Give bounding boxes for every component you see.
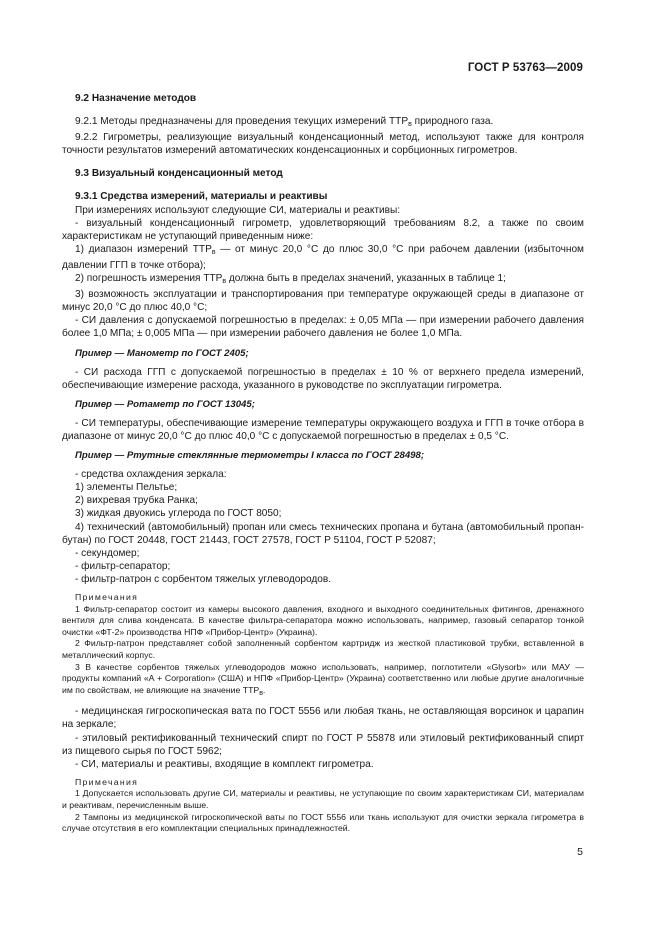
list-item-hygrometer: - визуальный конденсационный гигрометр, удовлетворяющий требованиям 8.2, а также по своим характеристикам не уступающий приведенным ниже: <box>62 217 584 242</box>
notes-block-2 <box>62 777 584 835</box>
example-manometer: Пример — Манометр по ГОСТ 2405; <box>75 347 249 359</box>
list-item-flow: - СИ расхода ГГП с допускаемой погрешностью в пределах ± 10 % от верхнего предела измерений, обеспечивающие измерение расхода, указанного в руководстве по эксплуатации гигрометра. <box>62 366 584 391</box>
section-9-3-1-title: 9.3.1 Средства измерений, материалы и реактивы <box>75 191 328 203</box>
paragraph-9-2-1: 9.2.1 Методы предназначены для проведения текущих измерений $ТТР_в$ природного газа. <box>75 116 494 129</box>
example-thermometer: Пример — Ртутные стеклянные термометры I класса по ГОСТ 28498; <box>75 450 425 462</box>
list-item-cartridge: - фильтр-патрон с сорбентом тяжелых углеводородов. <box>75 573 332 585</box>
example-rotameter: Пример — Ротаметр по ГОСТ 13045; <box>75 398 255 410</box>
paragraph-9-2-2: 9.2.2 Гигрометры, реализующие визуальный конденсационный метод, используют также для контроля точности результатов измерений автоматических конденсационных и сорбционных гигрометров. <box>62 132 584 157</box>
list-item-stopwatch: - секундомер; <box>75 547 140 559</box>
list-item-peltier: 1) элементы Пельтье; <box>75 482 178 494</box>
list-item-temperature: - СИ температуры, обеспечивающие измерение температуры окружающего воздуха и ГГП в точке отбора в диапазоне от минус 20,0 °С до плюс 40,0 °С с допускаемой погрешностью в пределах ± 0,5 °С. <box>62 417 584 442</box>
page-number: 5 <box>577 846 583 858</box>
note-2: 2 Тампоны из медицинской гигроскопической ваты по ГОСТ 5556 или ткань используют для очистки зеркала гигрометра в случае отсутствия в его комплектации специальных принадлежностей. <box>62 811 584 834</box>
list-item-propane: 4) технический (автомобильный) пропан или смесь технических пропана и бутана (автомобильный пропан-бутан) по ГОСТ 20448, ГОСТ 21443, ГОСТ 27578, ГОСТ Р 51104, ГОСТ Р 52087; <box>62 521 584 546</box>
list-item-cotton: - медицинская гигроскопическая вата по ГОСТ 5556 или любая ткань, не оставляющая ворсинок и царапин на зеркале; <box>62 706 584 731</box>
list-item-error: 2) погрешность измерения $ТТР_в$ должна быть в пределах значений, указанных в таблице 1; <box>75 273 506 286</box>
note-3: 3 В качестве сорбентов тяжелых углеводородов можно использовать, например, поглотители «Glysorb» или МАУ — продукты компаний «А + Corporation» (США) и НПФ «Прибор-Центр» (Украина) соответственно или любые другие аналогичные им по свойствам, не влияющие на значение $ТТР_в$. <box>62 661 584 697</box>
note-2: 2 Фильтр-патрон представляет собой заполненный сорбентом картридж из жесткой пластиковой трубки, вставленной в металлический корпус. <box>62 638 584 660</box>
list-item-ranque: 2) вихревая трубка Ранка; <box>75 495 198 507</box>
note-1: 1 Допускается использовать другие СИ, материалы и реактивы, не уступающие по своим характеристикам СИ, материалам и реактивам, перечисленным выше. <box>62 788 584 810</box>
page-content <box>62 92 584 835</box>
list-item-operation: 3) возможность эксплуатации и транспортирования при температуре окружающей среды в диапазоне от минус 20,0 °С до плюс 40,0 °С; <box>62 289 584 314</box>
list-item-kit: - СИ, материалы и реактивы, входящие в комплект гигрометра. <box>75 758 374 770</box>
list-item-alcohol: - этиловый ректификованный технический спирт по ГОСТ Р 55878 или этиловый ректификованный спирт из пищевого сырья по ГОСТ 5962; <box>62 732 584 757</box>
list-item-cooling: - средства охлаждения зеркала: <box>75 469 227 481</box>
document-id: ГОСТ Р 53763—2009 <box>467 62 583 74</box>
list-item-pressure: - СИ давления с допускаемой погрешностью в пределах: ± 0,05 МПа — при измерении рабочего давления более 1,0 МПа; ± 0,005 МПа — при измерении рабочего давления не более 1,0 МПа. <box>62 315 584 340</box>
notes-heading: Примечания <box>75 592 139 602</box>
list-item-range: 1) диапазон измерений $ТТР_в$ — от минус 20,0 °С до плюс 30,0 °С при рабочем давлении (избыточном давлении ГГП в точке отбора); <box>62 243 584 271</box>
notes-block-1 <box>62 592 584 699</box>
notes-heading: Примечания <box>75 776 139 787</box>
list-item-separator: - фильтр-сепаратор; <box>75 560 171 572</box>
paragraph-intro: При измерениях используют следующие СИ, материалы и реактивы: <box>75 204 401 216</box>
note-1: 1 Фильтр-сепаратор состоит из камеры высокого давления, входного и выходного соединительных фитингов, дренажного вентиля для слива конденсата. В качестве фильтра-сепаратора можно использовать, например, газовый сепаратор тонкой очистки «ФТ-2» производства НПФ «Прибор-Центр» (Украина). <box>62 603 584 637</box>
section-9-3-title: 9.3 Визуальный конденсационный метод <box>75 168 283 180</box>
list-item-co2: 3) жидкая двуокись углерода по ГОСТ 8050; <box>75 508 282 520</box>
section-9-2-title: 9.2 Назначение методов <box>75 93 197 104</box>
